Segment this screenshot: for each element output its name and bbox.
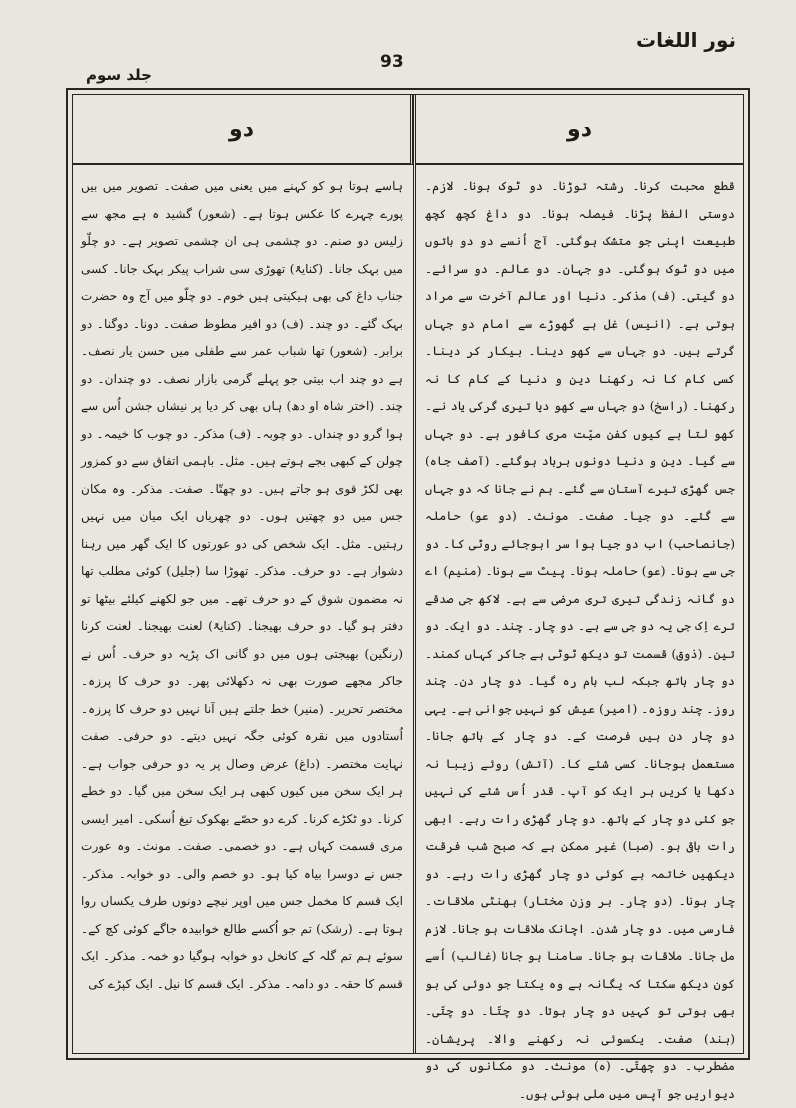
column-divider [413, 95, 416, 1053]
volume-label: جلد سوم [86, 66, 152, 84]
page-frame [66, 88, 750, 1101]
left-column-entries: ہاسے ہوتا ہو کو کہنے میں یعنی میں صفت۔ تصویر میں بیں پورے چہرے کا عکس ہوتا ہے۔ (شعور) گشید ہ ہے مجھ سے زلیس دو صنم۔ دو چشمی ہی ان چشمی تصویر ہے۔ دو چلّو میں بہک جانا۔ (کنایۃً) تھوڑی سی شراب پیکر بہک جانا۔ کسی جناب داغ کی بھی ہیکیتی ہیں خوم۔ دو چلّو میں آج وہ حضرت بہک گئے۔ دو چند۔ (ف) دو افیر مطوظ صفت۔ دونا۔ دوگنا۔ دو برابر۔ (شعور) تھا شباب عمر سے طفلی میں حسن یار نصف۔ ہے دو چند اب بیتی جو پہلے گرمی بازار نصف۔ دو چندان۔ دو چند۔ (اختر شاہ او دھ) ہاں بھی کر دیا پر نیشاں جشن اُس سے ہوا گرو دو چنداں۔ دو چوبہ۔ (ف) مذکر۔ دو چوب کا خیمہ۔ دو چولن کے کبھی بجے ہوتے ہیں۔ مثل۔ باہمی اتفاق سے دو کمزور بھی لکڑ قوی ہو جاتے ہیں۔ دو چھتّا۔ صفت۔ مذکر۔ وہ مکان جس میں دو چھتیں ہوں۔ دو چھریاں ایک میان میں نہیں رہتیں۔ مثل۔ ایک شخص کی دو عورتوں کا ایک گھر میں رہنا دشوار ہے۔ دو حرف۔ مذکر۔ تھوڑا سا (جلیل) کوئی مطلب تھا نہ مضمون شوق کے دو حرف تھے۔ میں جو لکھنے کیلئے بیٹھا تو دفتر ہو گیا۔ دو حرف بھیجنا۔ (کنایۃً) لعنت بھیجنا۔ لعنت کرنا (رنگین) بھیجتی ہوں میں دو گانی اک پڑیہ دو حرف۔ اُس نے جاکر مجھے صورت بھی نہ دکھلائی پھر۔ دو حرف کا پرزہ۔ مختصر تحریر۔ (منیر) خط جلتے ہیں آنا نہیں دو حرف کا پرزہ۔ اُستادوں میں نقرہ کوئی جگہ نہیں دیتے۔ دو حرفی۔ صفت نہایت مختصر۔ (داغ) عرض وصال پر یہ دو حرفی جواب ہے۔ ہر ایک سخن میں کیوں کبھی ہر ایک سخن میں گیا۔ دو خطے کرنا۔ دو ٹکڑے کرنا۔ کرے دو حصّے بھکوک تیغ اُسکی۔ امیر ایسی مری قسمت کہاں ہے۔ دو خصمی۔ صفت۔ مونث۔ وہ عورت جس نے دوسرا بیاہ کیا ہو۔ دو خصم والی۔ دو خوابہ۔ مذکر۔ ایک قسم کا مخمل جس میں اوپر نیچے دونوں طرف یکساں روا ہوتا ہے۔ (رشک) تم جو اُکسے طالع خوابیدہ جاگے کوئی کچ کے۔ سوئے ہم تم گلہ کے کانخل دو خوابہ ہوگیا دو خمہ۔ مذکر۔ ایک قسم کا حقہ۔ دو دامہ۔ مذکر۔ ایک قسم کا نیل۔ ایک کپڑے کی [81, 179, 403, 991]
page-number: 93 [380, 52, 404, 72]
page-inner-frame [72, 94, 744, 1101]
right-column-text [425, 173, 735, 1101]
right-column-entries: قطع محبت کرنا۔ رشتہ توڑنا۔ دو ٹوک ہونا۔ لازم۔ دوستی الفظ پڑنا۔ فیصلہ ہونا۔ دو داغ کچھ کچھ طبیعت اپنی جو متشک ہوگئی۔ آج اُنسے دو دو باتوں میں دو ٹوک ہوگئی۔ دو جہان۔ دو عالم۔ دو سرائے۔ دو گیتی۔ (ف) مذکر۔ دنیا اور عالم آخرت سے مراد ہوتی ہے۔ (انیس) غل ہے گھوڑے سے امام دو جہاں گرتے ہیں۔ دو جہاں سے کھو دینا۔ بیکار کر دینا۔ کسی کام کا نہ رکھنا دین و دنیا کے کام کا نہ رکھنا۔ (راسخ) دو جہاں سے کھو دیا تیری گرکی یاد نے۔ کھو لتا ہے کیوں کفن میّت مری کافور ہے۔ دو جہاں سے گیا۔ دین و دنیا دونوں برباد ہوگئے۔ (آصف جاہ) جس گھڑی تیرے آستان سے گئے۔ ہم نے جانا کہ دو جہاں سے گئے۔ دو جیا۔ صفت۔ مونث۔ (دو عو) حاملہ (جانصاحب) اب دو جیا ہوا سر اہوجائے روٹی کا۔ دو جی سے ہونا۔ (عو) حاملہ ہونا۔ پیٹ سے ہونا۔ (منیم) اے دو گانہ زندگی تیری تری مرضی سے ہے۔ لاکھ جی صدقے ترے اِک جی یہ دو جی سے ہے۔ دو چار۔ چند۔ دو ایک۔ دو تین۔ (ذوق) قسمت تو دیکھ ٹوٹی ہے جاکر کہاں کمند۔ دو چار ہاتھ جبکہ لب بام رہ گیا۔ دو چار دن۔ چند روز۔ چند روزہ۔ (امیر) عیش کو نہیں جوانی ہے۔ یہی دو چار دن ہیں فرصت کے۔ دو چار کے ہاتھ جانا۔ مستعمل ہوجانا۔ کسی شئے کا۔ (آتش) روئے زیبا نہ دکھا یا کریں ہر ایک کو آپ۔ قدر اُس شئے کی نہیں جو کئی دو چار کے ہاتھ۔ دو چار گھڑی رات رہے۔ ابھی رات باقی ہو۔ (صبا) غیر ممکن ہے کہ صبح شب فرقت دیکھیں خاتمہ ہے کوئی دو چار گھڑی رات رہے۔ دو چار ہونا۔ (دو چار۔ بر وزن مختار) بھنٹی ملاقات۔ فارسی میں۔ دو چار شدن۔ اچانک ملاقات ہو جانا۔ لازم مل جانا۔ ملاقات ہو جانا۔ سامنا ہو جانا (غالب) اُسے کون دیکھ سکتا کہ یگانہ ہے وہ یکتا جو دوئی کی بو بھی ہوتی تو کہیں دو چار ہوتا۔ دو چتّا۔ دو چتّی۔ (ہند) صفت۔ یکسوئی نہ رکھنے والا۔ پریشان۔ مضطرب۔ دو چھتّی۔ (ہ) مونث۔ دو مکانوں کی دو دیواریں جو آپس میں ملی ہوئی ہوں۔ [425, 179, 735, 1101]
left-column-heading: دو [73, 95, 413, 165]
book-title: نور اللغات [636, 28, 736, 52]
left-column-text [81, 173, 403, 1045]
right-column-heading: دو [416, 95, 743, 165]
